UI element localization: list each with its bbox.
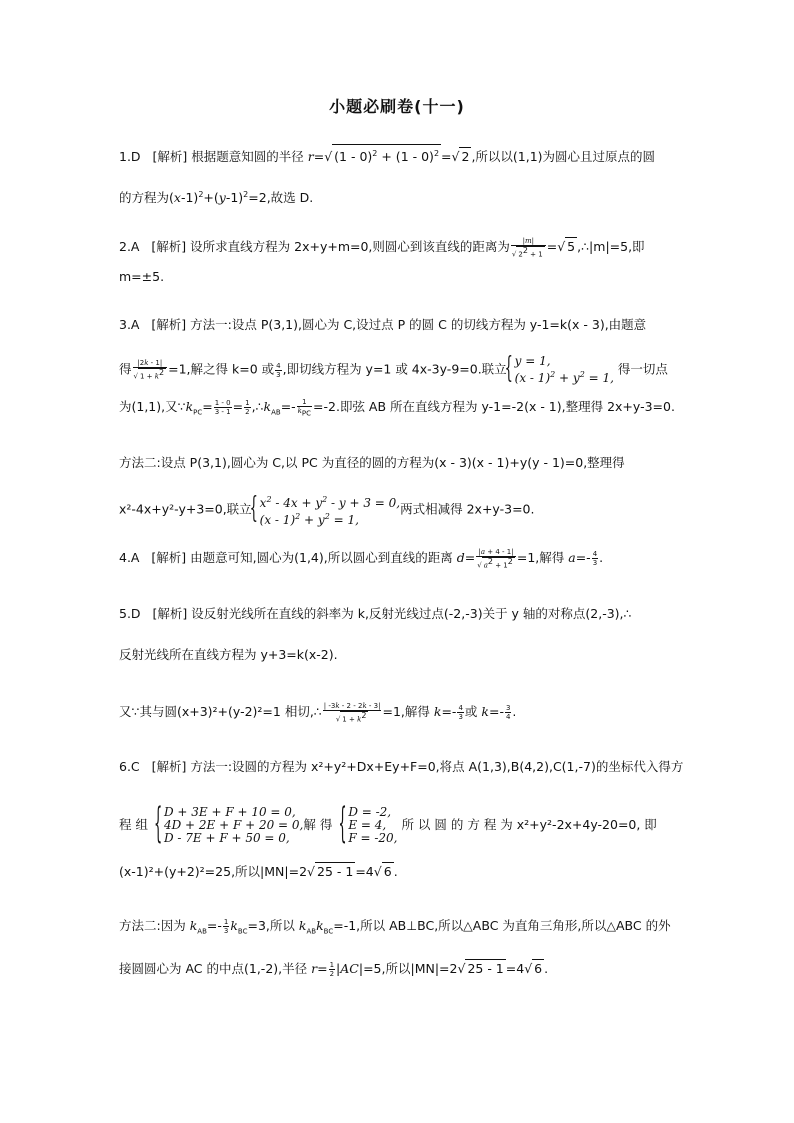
q3-line-3: 为(1,1),又$\because k_{PC}=$ $\frac{1 - 0}{3 - 1}$ = $\frac{1}{2}$ $,\therefore k_{AB}=-$ $\frac{1}{k_{PC}}$ =-2.即弦 AB 所在直线方程为 y-1=-2(x - 1),整理得 2x+y-3=0. [119, 398, 675, 418]
q3-system-1: { y = 1, $(x - 1)^2 + y^2 = 1$, [507, 355, 614, 385]
q1-text-4: =2,故选 D. [248, 190, 314, 206]
q6-method-2-text-5: =5,所以|MN|=2 [363, 961, 458, 976]
q2-text-1: 设所求直线方程为 2x+y+m=0,则圆心到该直线的距离为 [190, 239, 510, 255]
q5-line-2 [119, 646, 679, 664]
q3-line-4 [119, 454, 679, 472]
q6-line-5: 接圆圆心为 AC 的中点(1,-2),半径 r= $\frac{1}{2}$ |AC|=5,所以|MN|=2√ 25 - 1 =4√ 6 . [119, 961, 549, 978]
q6-method-2-text-3: =-1,所以 AB⊥BC,所以△ABC 为直角三角形,所以△ABC 的外 [333, 918, 671, 933]
q3-line-5 [119, 493, 679, 527]
q3-text-6: 为(1,1),又∵ [119, 399, 186, 415]
page-title: 小题必刷卷(十一) [329, 97, 465, 116]
q4-text-1: 由题意可知,圆心为(1,4),所以圆心到直线的距离 [190, 550, 453, 566]
q5-line-1 [119, 605, 679, 623]
q2-label: [解析] [151, 239, 187, 255]
q2-number: 2.A [119, 239, 140, 255]
q3-number: 3.A [119, 317, 140, 332]
q3-text-7: ,∴ [251, 399, 264, 415]
q5-text-3: 又∵其与圆(x+3)²+(y-2)²=1 相切,∴ [119, 704, 322, 720]
q3-method-2-text-1: 方法二:设点 P(3,1),圆心为 C,以 PC 为直径的圆的方程为(x - 3)(x - 1)+y(y - 1)=0,整理得 [119, 455, 625, 470]
q3-method-2-text-3: 两式相减得 2x+y-3=0. [400, 501, 535, 517]
q4-number: 4.A [119, 550, 140, 566]
q1-text-1: 根据题意知圆的半径 [191, 149, 304, 165]
q1-line-1: 1.D [解析] 根据题意知圆的半径 r=√ (1 - 0)$^2$ + (1 - 0)$^2$ =√ 2 ,所以以(1,1)为圆心且过原点的圆 [119, 144, 679, 166]
q4-text-2: =1,解得 [516, 550, 565, 566]
q2-distance-fraction: $\frac{|m|}{√ 2^2 + 1}$ [511, 237, 546, 258]
q1-number: 1.D [119, 149, 141, 165]
q3-text-8: .即弦 AB 所在直线方程为 y-1=-2(x - 1),整理得 2x+y-3=0. [335, 399, 675, 415]
q5-distance-fraction: $\frac{| -3k - 2 - 2k - 3|}{√ 1 + k^2}$ [323, 702, 381, 724]
q3-method-2-text-2: x²-4x+y²-y+3=0,联立 [119, 501, 252, 517]
q6-line-1 [119, 758, 684, 776]
q1-text-3: 的方程为 [119, 190, 170, 206]
q5-text-1: 设反射光线所在直线的斜率为 k,反射光线过点(-2,-3)关于 y 轴的对称点(2,-3),∴ [191, 606, 632, 621]
q4-label: [解析] [151, 550, 187, 566]
q5-line-3: 又∵其与圆(x+3)²+(y-2)²=1 相切,∴ $\frac{| -3k - 2 - 2k - 3|}{√ 1 + k^2}$ =1,解得 k=- $\frac{4}{3}$ 或 k=- $\frac{3}{4}$ . [119, 702, 517, 724]
q3-line-2: 得 $\frac{|2k - 1|}{√ 1 + k^2}$ =1,解之得 k=0 或 $\frac{4}{3}$ ,即切线方程为 y=1 或 4x-3y-9=0.联立 { y = 1, $(x - 1)^2 + y^2 = 1$, 得一切点 [119, 355, 679, 385]
q1-radius-root: (1 - 0)$^2$ + (1 - 0)$^2$ [332, 144, 441, 166]
q6-number: 6.C [119, 759, 140, 774]
q4-distance-fraction: $\frac{|a + 4 - 1|}{√ a^2 + 1^2}$ [476, 548, 516, 569]
q5-number: 5.D [119, 606, 141, 621]
q3-text-1: 方法一:设点 P(3,1),圆心为 C,设过点 P 的圆 C 的切线方程为 y-1=k(x - 3),由题意 [190, 317, 647, 332]
q6-method-2-text-1: 方法二:因为 [119, 918, 186, 933]
q3-text-4: ,即切线方程为 y=1 或 4x-3y-9=0.联立 [282, 361, 507, 377]
q6-text-4: 所 以 圆 的 方 程 为 x²+y²-2x+4y-20=0, 即 [401, 817, 657, 832]
q2-text-2: ,∴|m|=5,即 [577, 239, 645, 255]
q6-system-1: { D + 3E + F + 10 = 0, 4D + 2E + F + 20 = 0, D - 7E + F + 50 = 0, [156, 806, 303, 845]
q6-system-2: { D = -2, E = 4, F = -20, [340, 806, 397, 845]
q5-text-4: =1,解得 [382, 704, 430, 720]
q6-text-3: 解 得 [303, 817, 333, 832]
q1-text-2: ,所以以(1,1)为圆心且过原点的圆 [471, 149, 656, 165]
q3-label: [解析] [151, 317, 187, 332]
q3-text-2: 得 [119, 361, 132, 377]
q6-text-5: (x-1)²+(y+2)²=25,所以|MN|=2 [119, 864, 308, 879]
q3-line-1 [119, 316, 679, 334]
q6-text-6: =4 [355, 864, 374, 879]
q4-line-1: 4.A [解析] 由题意可知,圆心为(1,4),所以圆心到直线的距离 d= $\frac{|a + 4 - 1|}{√ a^2 + 1^2}$ =1,解得 a=- $\frac{4}{3}$ . [119, 548, 604, 570]
q3-system-2: { $x^2 - 4x + y^2 - y + 3 = 0$, $(x - 1)^2 + y^2 = 1$, [252, 493, 400, 527]
q2-text-3: m=±5. [119, 269, 165, 284]
q5-label: [解析] [152, 606, 188, 621]
q1-line-2: 的方程为$(x-1)^2+(y-1)^2=2$,故选 D. [119, 190, 314, 206]
q6-method-2-text-4: 接圆圆心为 AC 的中点(1,-2),半径 [119, 961, 308, 976]
q6-line-2 [119, 806, 679, 845]
q3-distance-fraction: $\frac{|2k - 1|}{√ 1 + k^2}$ [133, 359, 168, 380]
q2-line-2 [119, 268, 679, 286]
q6-text-2: 程 组 [119, 817, 148, 832]
q1-label: [解析] [152, 149, 188, 165]
q6-line-4: 方法二:因为 $k_{AB}=-$ $\frac{1}{3}$ $k_{BC}=3$,所以 $k_{AB}k_{BC}=-1$,所以 AB⊥BC,所以△ABC 为直角三角形,所以△ABC 的外 [119, 918, 671, 936]
q3-text-3: =1,解之得 k=0 或 [168, 361, 275, 377]
q3-text-5: 得一切点 [617, 361, 668, 377]
q6-line-3: (x-1)²+(y+2)²=25,所以|MN|=2√ 25 - 1 =4√ 6 . [119, 864, 398, 879]
q6-text-1: 方法一:设圆的方程为 x²+y²+Dx+Ey+F=0,将点 A(1,3),B(4,2),C(1,-7)的坐标代入得方 [190, 759, 684, 774]
q2-line-1: 2.A [解析] 设所求直线方程为 2x+y+m=0,则圆心到该直线的距离为 $\frac{|m|}{√ 2^2 + 1}$ =√ 5 ,∴|m|=5,即 [119, 237, 645, 259]
q6-method-2-text-2: ,所以 [265, 918, 295, 933]
q5-text-2: 反射光线所在直线方程为 y+3=k(x-2). [119, 647, 338, 662]
q6-label: [解析] [151, 759, 187, 774]
